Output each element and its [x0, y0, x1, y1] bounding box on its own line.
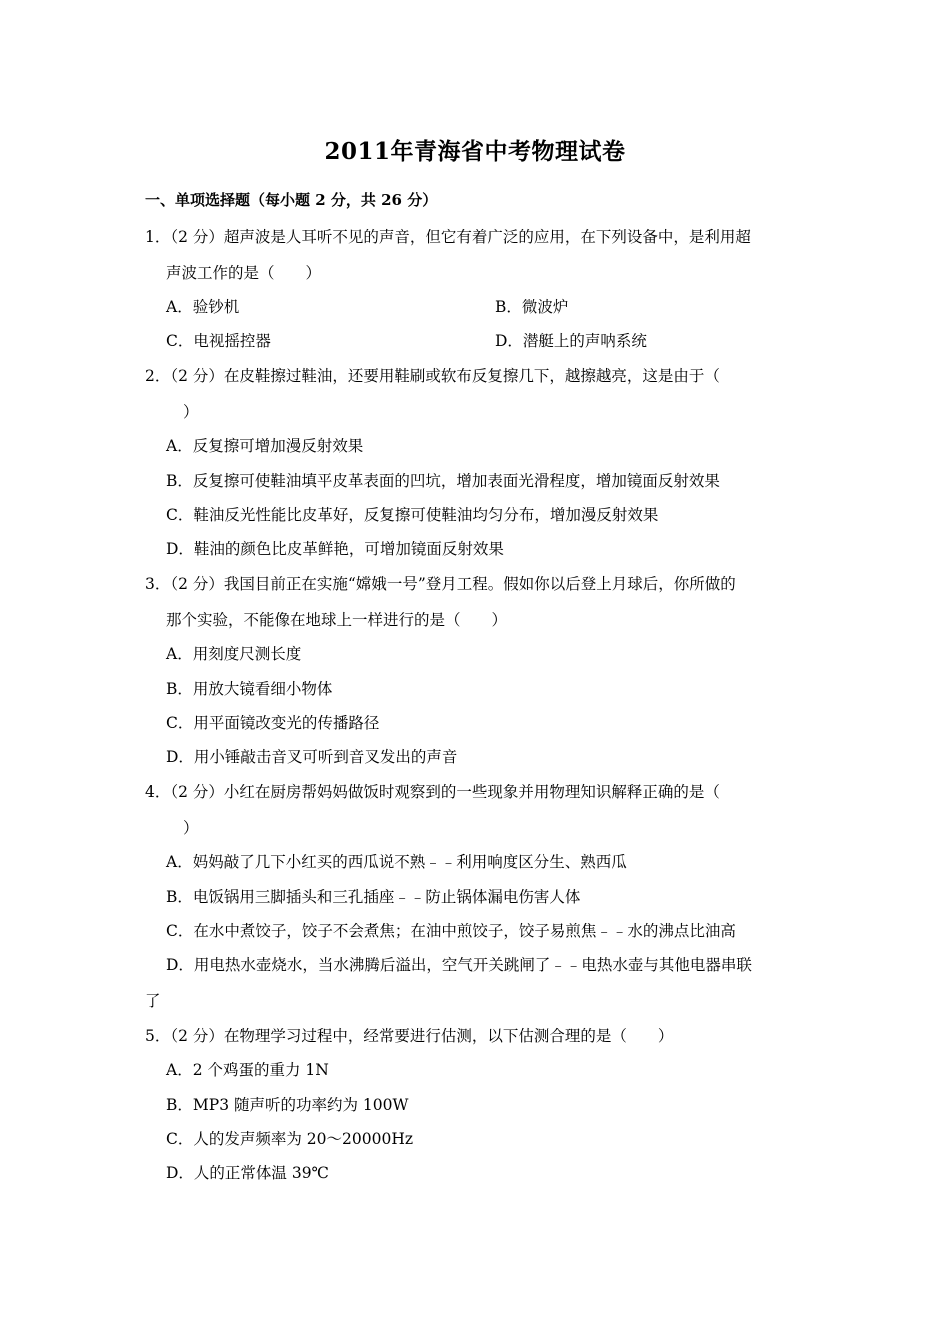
- question-2-option-b: B．反复擦可使鞋油填平皮革表面的凹坑，增加表面光滑程度，增加镜面反射效果: [166, 472, 720, 490]
- question-5-option-c: C．人的发声频率为 20～20000Hz: [166, 1130, 414, 1148]
- page-title: 2011年青海省中考物理试卷: [324, 138, 626, 165]
- question-5-stem: 5．（2 分）在物理学习过程中，经常要进行估测，以下估测合理的是（ ）: [145, 1027, 674, 1045]
- question-4-stem-cont: ）: [183, 819, 199, 837]
- question-2-option-a: A．反复擦可增加漫反射效果: [166, 437, 364, 455]
- question-4-option-d-wrap: 了: [145, 992, 161, 1010]
- question-3-option-b: B．用放大镜看细小物体: [166, 680, 333, 698]
- question-2-stem-cont: ）: [183, 403, 199, 421]
- question-3-option-a: A．用刻度尺测长度: [166, 645, 302, 663]
- question-4-option-c: C．在水中煮饺子，饺子不会煮焦；在油中煎饺子，饺子易煎焦﹣﹣水的沸点比油高: [166, 922, 736, 940]
- question-1-option-b: B．微波炉: [495, 298, 569, 316]
- question-1-option-d: D．潜艇上的声呐系统: [495, 332, 647, 350]
- question-4-stem: 4．（2 分）小红在厨房帮妈妈做饭时观察到的一些现象并用物理知识解释正确的是（: [145, 783, 720, 801]
- question-1-stem-cont: 声波工作的是（ ）: [166, 264, 322, 282]
- question-5-option-b: B．MP3 随声听的功率约为 100W: [166, 1096, 409, 1114]
- question-4-option-a: A．妈妈敲了几下小红买的西瓜说不熟﹣﹣利用响度区分生、熟西瓜: [166, 853, 627, 871]
- question-5-option-a: A．2 个鸡蛋的重力 1N: [166, 1061, 329, 1079]
- question-3-option-c: C．用平面镜改变光的传播路径: [166, 714, 380, 732]
- section-heading: 一、单项选择题（每小题 2 分，共 26 分）: [145, 191, 438, 209]
- question-4-option-b: B．电饭锅用三脚插头和三孔插座﹣﹣防止锅体漏电伤害人体: [166, 888, 581, 906]
- question-2-stem: 2．（2 分）在皮鞋擦过鞋油，还要用鞋刷或软布反复擦几下，越擦越亮，这是由于（: [145, 367, 720, 385]
- question-3-stem: 3．（2 分）我国目前正在实施“嫦娥一号”登月工程。假如你以后登上月球后，你所做的: [145, 575, 736, 593]
- question-4-option-d: D．用电热水壶烧水，当水沸腾后溢出，空气开关跳闸了﹣﹣电热水壶与其他电器串联: [166, 956, 752, 974]
- question-2-option-c: C．鞋油反光性能比皮革好，反复擦可使鞋油均匀分布，增加漫反射效果: [166, 506, 659, 524]
- question-2-option-d: D．鞋油的颜色比皮革鲜艳，可增加镜面反射效果: [166, 540, 504, 558]
- question-3-stem-cont: 那个实验，不能像在地球上一样进行的是（ ）: [166, 611, 508, 629]
- question-1-option-c: C．电视摇控器: [166, 332, 271, 350]
- question-5-option-d: D．人的正常体温 39℃: [166, 1164, 329, 1182]
- question-1-stem: 1．（2 分）超声波是人耳听不见的声音，但它有着广泛的应用，在下列设备中，是利用超: [145, 228, 751, 246]
- question-3-option-d: D．用小锤敲击音叉可听到音叉发出的声音: [166, 748, 458, 766]
- question-1-option-a: A．验钞机: [166, 298, 240, 316]
